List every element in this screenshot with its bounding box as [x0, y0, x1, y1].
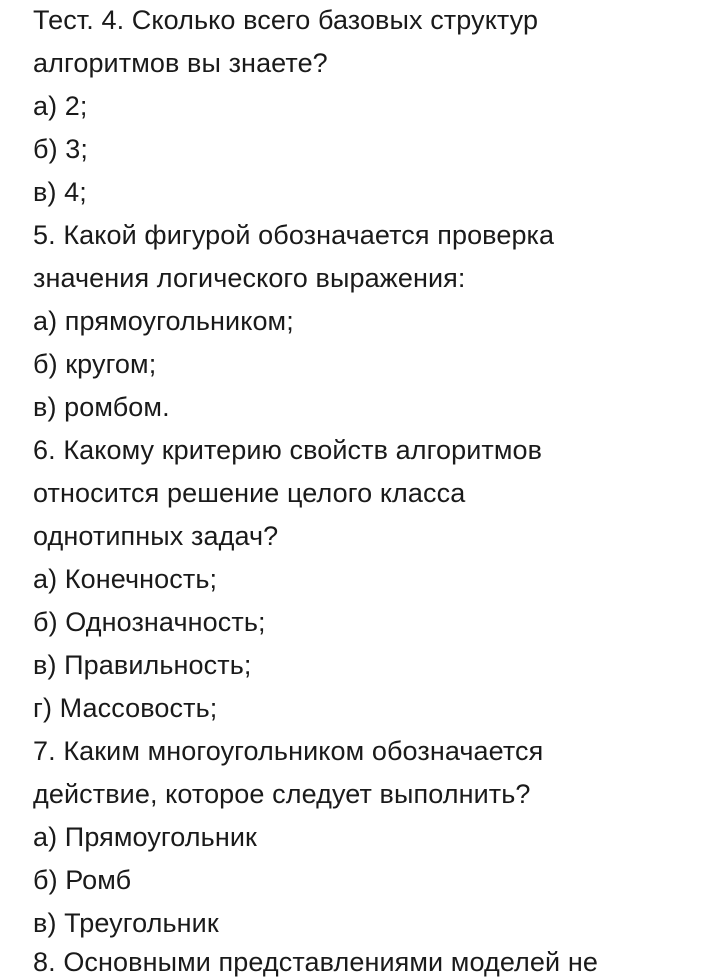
text-line: а) Конечность;	[33, 564, 218, 594]
text-line: действие, которое следует выполнить?	[33, 779, 531, 809]
text-line: а) 2;	[33, 91, 88, 121]
text-line: 7. Каким многоугольником обозначается	[33, 736, 544, 766]
text-line: в) ромбом.	[33, 392, 170, 422]
text-line: алгоритмов вы знаете?	[33, 48, 328, 78]
text-line: а) Прямоугольник	[33, 822, 257, 852]
text-line: б) 3;	[33, 134, 88, 164]
text-line: а) прямоугольником;	[33, 306, 294, 336]
text-line: значения логического выражения:	[33, 263, 466, 293]
text-line: относится решение целого класса	[33, 478, 466, 508]
text-line: Тест. 4. Сколько всего базовых структур	[33, 5, 539, 35]
text-line: в) Треугольник	[33, 908, 219, 938]
text-line: 6. Какому критерию свойств алгоритмов	[33, 435, 543, 465]
text-line: б) кругом;	[33, 349, 157, 379]
text-line: однотипных задач?	[33, 521, 279, 551]
text-line: 5. Какой фигурой обозначается проверка	[33, 220, 555, 250]
text-line: г) Массовость;	[33, 693, 218, 723]
text-line: в) 4;	[33, 177, 87, 207]
text-line: в) Правильность;	[33, 650, 252, 680]
text-line: б) Ромб	[33, 865, 132, 895]
text-line: 8. Основными представлениями моделей не	[33, 947, 598, 977]
text-line: б) Однозначность;	[33, 607, 266, 637]
